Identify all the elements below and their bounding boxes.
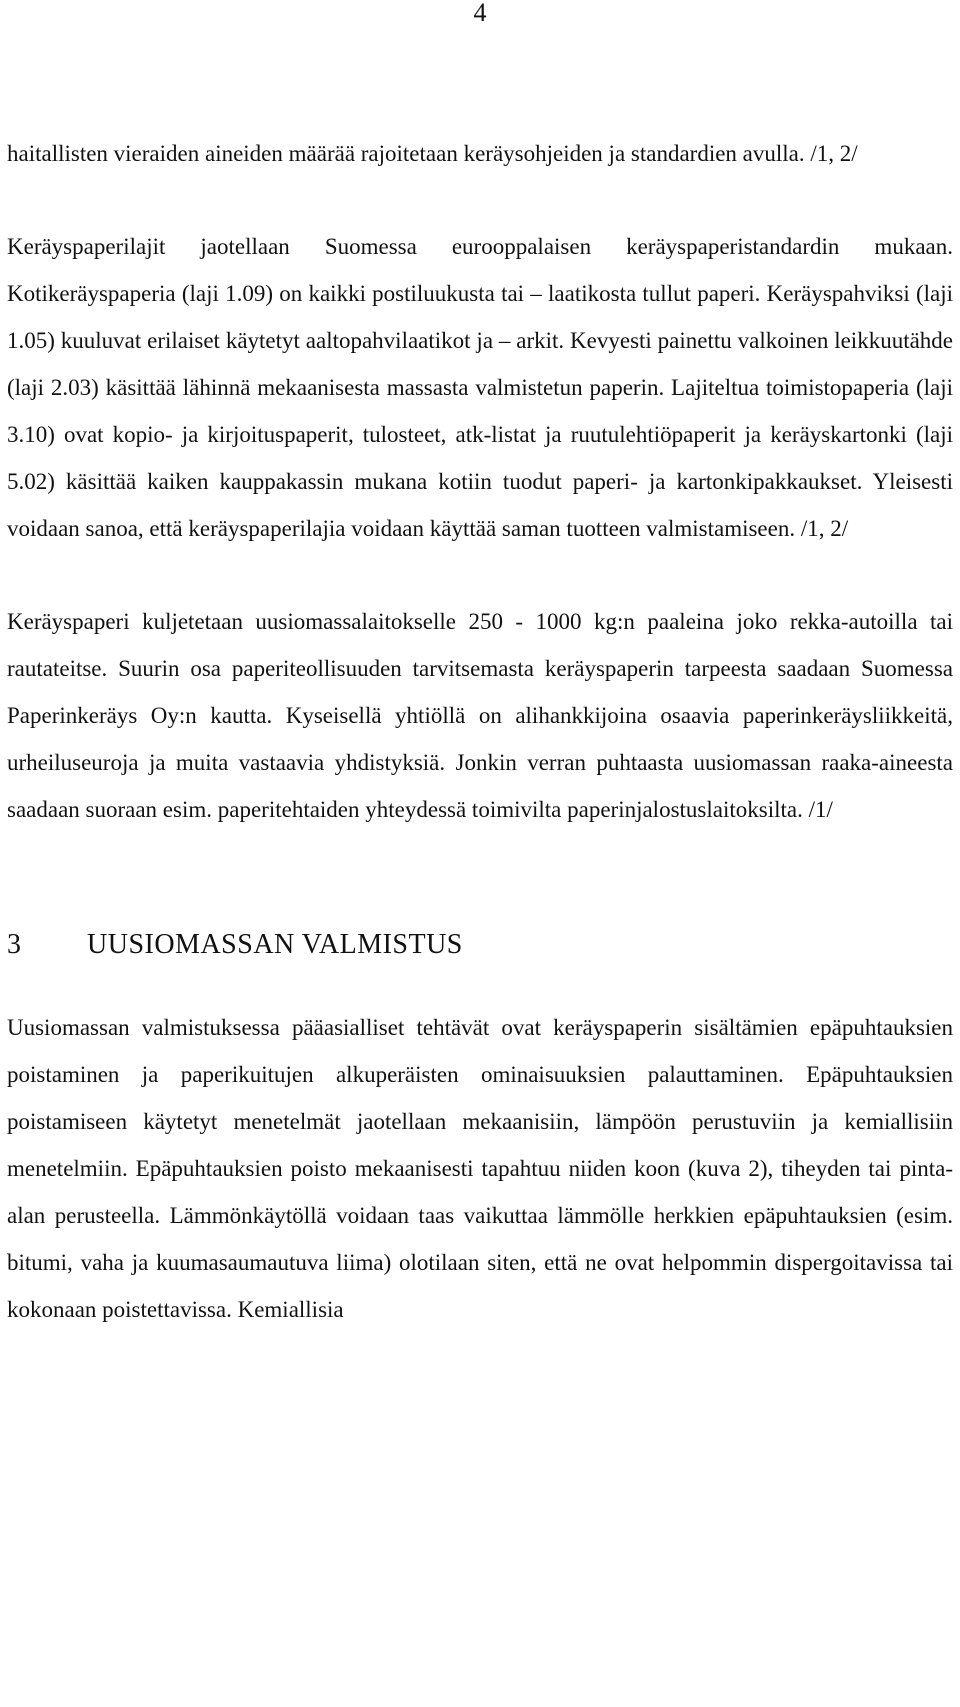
- paragraph-production: Uusiomassan valmistuksessa pääasialliset tehtävät ovat keräyspaperin sisältämien epäpuhtauksien poistaminen ja paperikuitujen alkuperäisten ominaisuuksien palauttaminen. Epäpuhtauksien poistamiseen käytetyt menetelmät jaotellaan mekaanisiin, lämpöön perustuviin ja kemiallisiin menetelmiin. Epäpuhtauksien poisto mekaanisesti tapahtuu niiden koon (kuva 2), tiheyden tai pinta-alan perusteella. Lämmönkäytöllä voidaan taas vaikuttaa lämmölle herkkien epäpuhtauksien (esim. bitumi, vaha ja kuumasaumautuva liima) olotilaan siten, että ne ovat helpommin dispergoitavissa tai kokonaan poistettavissa. Kemiallisia: [7, 1015, 953, 1322]
- paragraph-collection-standards: haitallisten vieraiden aineiden määrää rajoitetaan keräysohjeiden ja standardien avulla. /1, 2/: [7, 141, 858, 166]
- section-title: UUSIOMASSAN VALMISTUS: [87, 929, 463, 960]
- page-number: 4: [473, 0, 487, 27]
- paragraph-paper-grades: Keräyspaperilajit jaotellaan Suomessa eurooppalaisen keräyspaperistandardin mukaan. Kotikeräyspaperia (laji 1.09) on kaikki postiluukusta tai – laatikosta tullut paperi. Keräyspahviksi (laji 1.05) kuuluvat erilaiset käytetyt aaltopahvilaatikot ja – arkit. Kevyesti painettu valkoinen leikkuutähde (laji 2.03) käsittää lähinnä mekaanisesta massasta valmistetun paperin. Lajiteltua toimistopaperia (laji 3.10) ovat kopio- ja kirjoituspaperit, tulosteet, atk-listat ja ruutulehtiöpaperit ja keräyskartonki (laji 5.02) käsittää kaiken kauppakassin mukana kotiin tuodut paperi- ja kartonkipakkaukset. Yleisesti voidaan sanoa, että keräyspaperilajia voidaan käyttää saman tuotteen valmistamiseen. /1, 2/: [7, 234, 953, 541]
- section-heading: [7, 927, 953, 963]
- document-body: [7, 130, 953, 1333]
- paragraph-transport: Keräyspaperi kuljetetaan uusiomassalaitokselle 250 - 1000 kg:n paaleina joko rekka-autoilla tai rautateitse. Suurin osa paperiteollisuuden tarvitsemasta keräyspaperin tarpeesta saadaan Suomessa Paperinkeräys Oy:n kautta. Kyseisellä yhtiöllä on alihankkijoina osaavia paperinkeräysliikkeitä, urheiluseuroja ja muita vastaavia yhdistyksiä. Jonkin verran puhtaasta uusiomassan raaka-aineesta saadaan suoraan esim. paperitehtaiden yhteydessä toimivilta paperinjalostuslaitoksilta. /1/: [7, 609, 953, 822]
- section-number: 3: [7, 929, 22, 960]
